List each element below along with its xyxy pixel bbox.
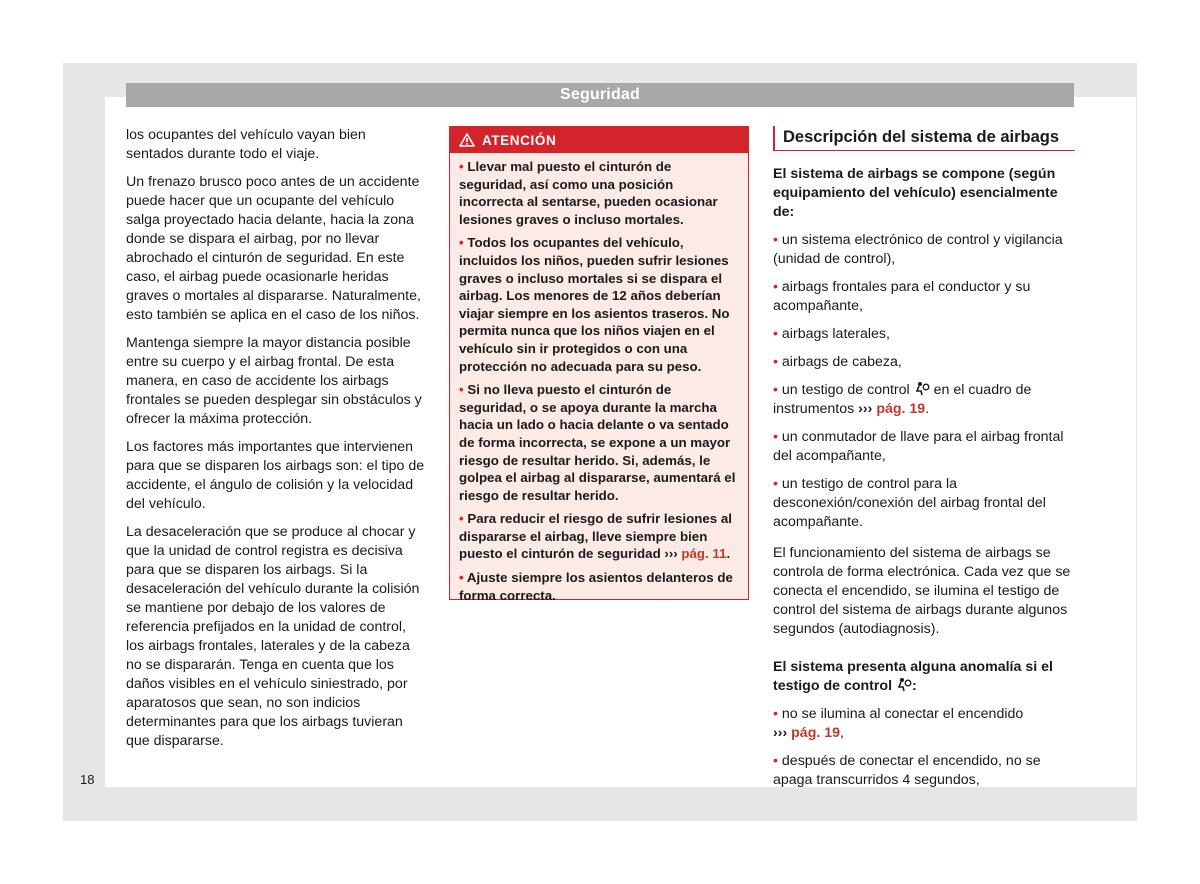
paragraph: Un frenazo brusco poco antes de un accidente puede hacer que un ocupante del vehículo salga proyectado hacia delante, hacia la zona donde se dispara el airbag, por no llevar abrochado el cinturón de seguridad. En este caso, el airbag puede ocasionarle heridas graves o mortales al dispararse. Naturalmente, esto también se aplica en el caso de los niños. — [126, 174, 421, 323]
section-header-title: Seguridad — [559, 86, 641, 103]
page-link[interactable]: pág. 19 — [876, 401, 926, 417]
bullet-icon: • — [459, 570, 464, 586]
paragraph: La desaceleración que se produce al chocar y que la unidad de control registra es decisiva para que se disparen los airbags. Si la desaceleración del vehículo durante la colisión se mantiene por debajo de los valores de referencia prefijados en la unidad de control, los airbags frontales, laterales y de la cabeza no se dispararán. Tenga en cuenta que los daños visibles en el vehículo siniestrado, por aparatosos que sean, no son indicios determinantes para que los airbags tuvieran que dispararse. — [126, 524, 420, 749]
warning-box — [449, 126, 749, 603]
airbag-warning-icon — [914, 381, 930, 396]
page-number: 18 — [80, 772, 95, 787]
bullet-icon: • — [459, 511, 464, 527]
paragraph: los ocupantes del vehículo vayan bien sentados durante todo el viaje. — [126, 127, 366, 162]
arrows-icon: ››› — [773, 725, 788, 741]
list-item: • no se ilumina al conectar el encendido ››› pág. 19, — [773, 706, 1024, 741]
bullet-icon: • — [773, 326, 778, 342]
airbag-warning-icon — [896, 677, 912, 692]
arrows-icon: ››› — [664, 546, 678, 562]
warning-item: • Si no lleva puesto el cinturón de seguridad, o se apoya durante la marcha hacia un lado o hacia delante o va sentado de forma incorrecta, se expone a un mayor riesgo de resultar herido. Si, además, le golpea el airbag al dispararse, aumentará el riesgo de resultar herido. — [459, 382, 736, 503]
right-column — [773, 126, 1075, 799]
section-title: Descripción del sistema de airbags — [773, 126, 1075, 151]
list-item: • un testigo de control para la desconexión/conexión del airbag frontal del acompañante. — [773, 476, 1046, 530]
warning-item: • Todos los ocupantes del vehículo, incluidos los niños, pueden sufrir lesiones graves o incluso mortales si se dispara el airbag. Los menores de 12 años deberían viajar siempre en los asientos traseros. No permita nunca que los niños viajen en el vehículo sin ir protegidos o con una protección no adecuada para su peso. — [459, 235, 730, 374]
warning-item: • Ajuste siempre los asientos delanteros de forma correcta. — [459, 570, 733, 603]
page-link[interactable]: pág. 11 — [681, 546, 727, 562]
list-item: • un testigo de control en el cuadro de instrumentos ››› pág. 19. — [773, 382, 1032, 417]
paragraph: Mantenga siempre la mayor distancia posible entre su cuerpo y el airbag frontal. De esta manera, en caso de accidente los airbags frontales se pueden desplegar sin obstáculos y ofrecer la máxima protección. — [126, 335, 422, 427]
anomaly-heading: El sistema presenta alguna anomalía si el testigo de control : — [773, 659, 1053, 694]
bullet-icon: • — [773, 706, 778, 722]
bullet-icon: • — [459, 382, 464, 398]
bullet-icon: • — [773, 753, 778, 769]
warning-triangle-icon — [459, 133, 475, 147]
page-link[interactable]: pág. 19 — [791, 725, 841, 741]
list-item: • airbags de cabeza, — [773, 354, 902, 370]
bullet-icon: • — [773, 279, 778, 295]
warning-item: • Llevar mal puesto el cinturón de seguridad, así como una posición incorrecta al sentarse, pueden ocasionar lesiones graves o incluso mortales. — [459, 159, 718, 227]
section-header — [126, 83, 1074, 107]
bullet-icon: • — [459, 235, 464, 251]
list-item: • un sistema electrónico de control y vigilancia (unidad de control), — [773, 232, 1063, 267]
left-column — [126, 126, 426, 760]
bullet-icon: • — [459, 159, 464, 174]
paragraph: El funcionamiento del sistema de airbags se controla de forma electrónica. Cada vez que se conecta el encendido, se ilumina el testigo de control del sistema de airbags durante algunos segundos (autodiagnosis). — [773, 545, 1071, 637]
warning-item: • Para reducir el riesgo de sufrir lesiones al dispararse el airbag, lleve siempre bien puesto el cinturón de seguridad ››› pág. 11. — [459, 511, 732, 562]
arrows-icon: ››› — [858, 401, 873, 417]
paragraph: Los factores más importantes que intervienen para que se disparen los airbags son: el tipo de accidente, el ángulo de colisión y la velocidad del vehículo. — [126, 439, 425, 512]
bullet-icon: • — [773, 476, 778, 492]
bullet-icon: • — [773, 382, 778, 398]
bullet-icon: • — [773, 429, 778, 445]
intro-text: El sistema de airbags se compone (según equipamiento del vehículo) esencialmente de: — [773, 166, 1058, 220]
bullet-icon: • — [773, 354, 778, 370]
warning-header — [450, 127, 748, 153]
bullet-icon: • — [773, 232, 778, 248]
list-item: • un conmutador de llave para el airbag frontal del acompañante, — [773, 429, 1064, 464]
warning-title: ATENCIÓN — [482, 132, 557, 148]
list-item: • airbags frontales para el conductor y su acompañante, — [773, 279, 1031, 314]
list-item: • airbags laterales, — [773, 326, 890, 342]
warning-body — [450, 153, 748, 604]
list-item: • después de conectar el encendido, no se apaga transcurridos 4 segundos, — [773, 753, 1041, 788]
